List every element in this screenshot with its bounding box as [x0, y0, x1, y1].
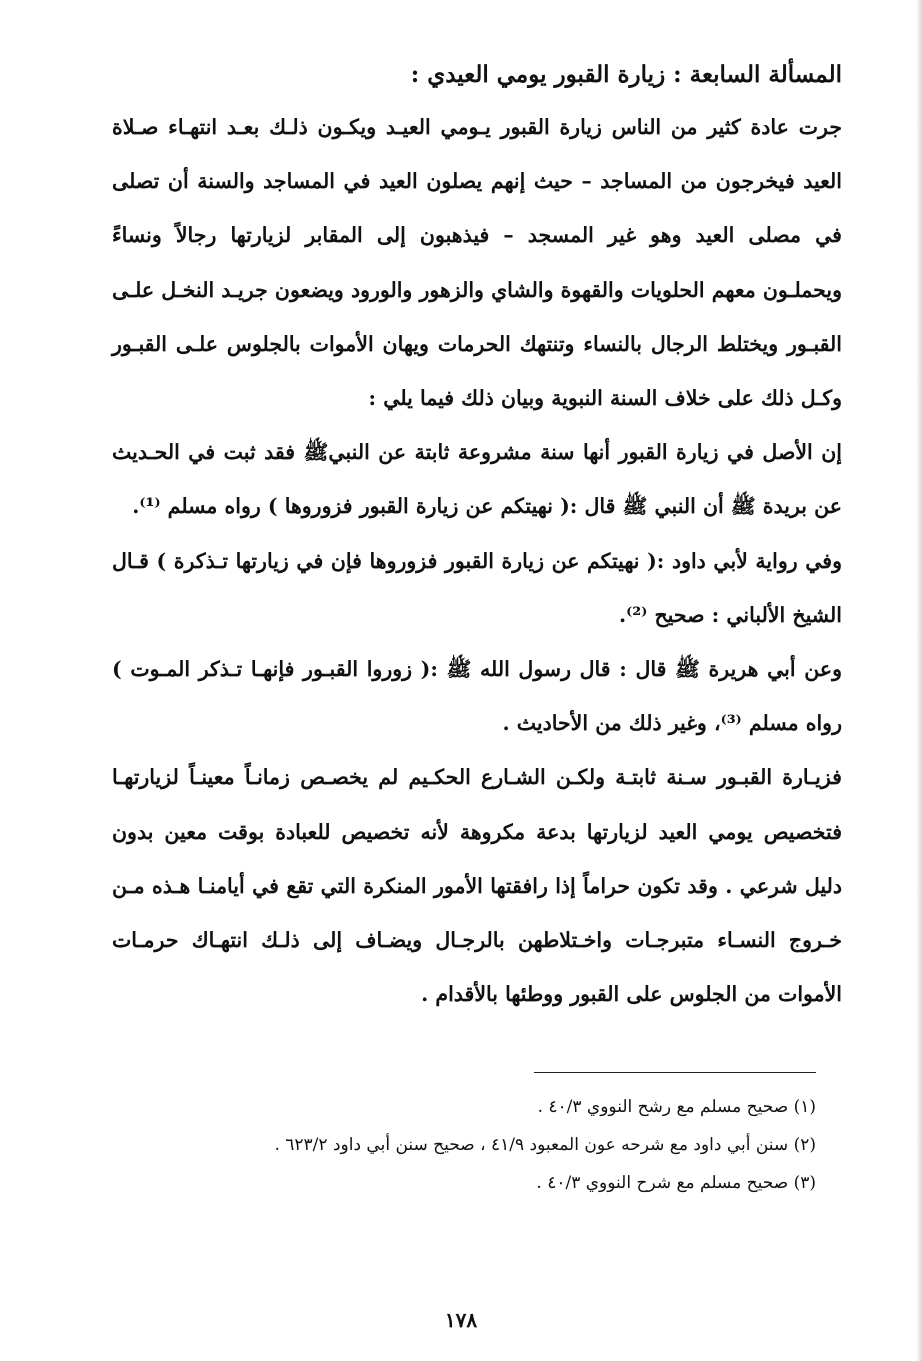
page-edge-shadow [916, 0, 922, 1361]
footnotes [140, 1088, 816, 1202]
footnote-divider [534, 1072, 816, 1073]
paragraph-abu-dawud: وفي رواية لأبي داود :( نهيتكم عن زيارة القبور فزوروها فإن في زيارتها تـذكرة ) قـال الشيخ الألباني : صحيح ⁽²⁾. [112, 548, 842, 627]
paragraph-origin: إن الأصل في زيارة القبور أنها سنة مشروعة ثابتة عن النبيﷺ فقد ثبت في الحـديث عن بريدة ﷺ أن النبي ﷺ قال :( نهيتكم عن زيارة القبور فزوروها ) رواه مسلم ⁽¹⁾. [112, 440, 842, 519]
footnote-2: (٢) سنن أبي داود مع شرحه عون المعبود ٤١/٩ ، صحيح سنن أبي داود ٦٢٣/٢ . [274, 1135, 816, 1155]
footnote-3: (٣) صحيح مسلم مع شرح النووي ٤٠/٣ . [536, 1173, 816, 1193]
main-text [112, 50, 842, 1021]
section-heading: المسألة السابعة : زيارة القبور يومي العيدي : [410, 61, 842, 88]
paragraph-abu-hurayra: وعن أبي هريرة ﷺ قال : قال رسول الله ﷺ :( زوروا القبـور فإنهـا تـذكر المـوت ) رواه مسلم ⁽³⁾، وغير ذلك من الأحاديث . [112, 657, 842, 736]
paragraph-intro: جرت عادة كثير من الناس زيارة القبور يـومي العيـد ويكـون ذلـك بعـد انتهـاء صـلاة العيد فيخرجون من المساجد – حيث إنهم يصلون العيد في المساجد والسنة أن تصلى في مصلى العيد وهو غير المسجد – فيذهبون إلى المقابر لزيارتها رجالاً ونساءً ويحملـون معهم الحلويات والقهوة والشاي والزهور والورود ويضعون جريـد النخـل علـى القبـور ويختلط الرجال بالنساء وتنتهك الحرمات ويهان الأموات بالجلوس علـى القبـور وكـل ذلك على خلاف السنة النبوية وبيان ذلك فيما يلي : [112, 115, 842, 411]
paragraph-conclusion: فزيـارة القبـور سـنة ثابتـة ولكـن الشـارع الحكـيم لم يخصـص زمانـاً معينـاً لزيارتهـا فتخصيص يومي العيد لزيارتها بدعة مكروهة لأنه تخصيص للعبادة بوقت معين بدون دليل شرعي . وقد تكون حراماً إذا رافقتها الأمور المنكرة التي تقع في أيامنـا هـذه مـن خـروج النسـاء متبرجـات واخـتلاطهن بالرجـال ويضـاف إلى ذلـك انتهـاك حرمـات الأموات من الجلوس على القبور ووطئها بالأقدام . [112, 765, 842, 1007]
page-number: ١٧٨ [444, 1308, 478, 1332]
footnote-1: (١) صحيح مسلم مع رشح النووي ٤٠/٣ . [537, 1097, 816, 1117]
